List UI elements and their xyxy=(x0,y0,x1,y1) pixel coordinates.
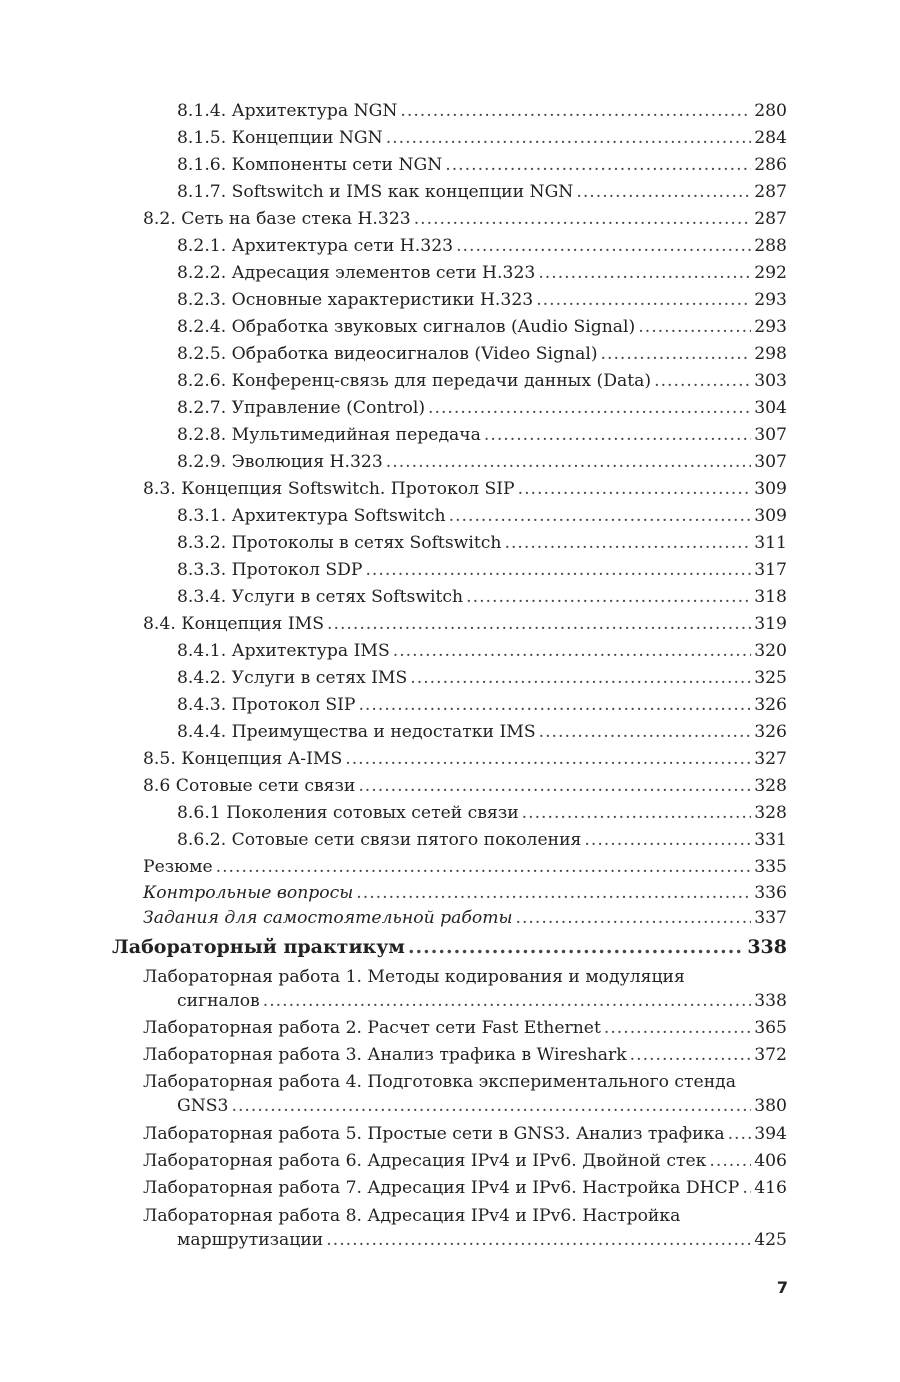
toc-leader-dots xyxy=(504,530,751,557)
toc-entry-page: 337 xyxy=(754,908,787,928)
toc-entry-page: 286 xyxy=(754,155,787,175)
toc-leader-dots xyxy=(538,260,751,287)
toc-entry[interactable] xyxy=(177,179,787,206)
toc-entry-title: 8.2.7. Управление (Control) xyxy=(177,398,426,418)
toc-leader-dots xyxy=(386,449,751,476)
toc-entry-first-line[interactable]: Лабораторная работа 1. Методы кодирования и модуляция xyxy=(143,967,685,987)
toc-leader-dots xyxy=(536,287,751,314)
toc-entry-page: 309 xyxy=(754,479,787,499)
toc-entry-title: 8.4.1. Архитектура IMS xyxy=(177,641,390,661)
toc-leader-dots xyxy=(356,880,751,907)
toc-entry-title: 8.2.5. Обработка видеосигналов (Video Signal) xyxy=(177,344,598,364)
toc-entry-title: GNS3 xyxy=(177,1096,229,1116)
toc-entry[interactable] xyxy=(143,854,787,881)
toc-leader-dots xyxy=(728,1121,752,1148)
toc-leader-dots xyxy=(408,934,744,961)
toc-entry-title: Лабораторная работа 2. Расчет сети Fast Ethernet xyxy=(143,1018,601,1038)
toc-leader-dots xyxy=(539,719,752,746)
toc-entry-first-line[interactable]: Лабораторная работа 4. Подготовка экспериментального стенда xyxy=(143,1072,737,1092)
toc-leader-dots xyxy=(630,1042,752,1069)
toc-leader-dots xyxy=(638,314,751,341)
toc-entry-page: 317 xyxy=(754,560,787,580)
toc-entry-page: 406 xyxy=(754,1151,787,1171)
toc-entry-title: 8.3.2. Протоколы в сетях Softswitch xyxy=(177,533,502,553)
toc-leader-dots xyxy=(709,1148,751,1175)
toc-entry[interactable] xyxy=(143,1148,787,1175)
toc-entry-page: 425 xyxy=(754,1230,787,1250)
toc-entry-page: 331 xyxy=(754,830,787,850)
toc-entry-page: 307 xyxy=(754,452,787,472)
toc-leader-dots xyxy=(358,692,751,719)
toc-entry[interactable] xyxy=(143,773,787,800)
toc-entry[interactable] xyxy=(177,287,787,314)
toc-entry-page: 336 xyxy=(754,883,787,903)
toc-entry-page: 328 xyxy=(754,776,787,796)
toc-entry-first-line[interactable]: Лабораторная работа 8. Адресация IPv4 и IPv6. Настройка xyxy=(143,1206,681,1226)
toc-entry[interactable] xyxy=(177,125,787,152)
toc-entry-title: 8.1.7. Softswitch и IMS как концепции NGN xyxy=(177,182,574,202)
toc-entry-title: 8.4. Концепция IMS xyxy=(143,614,325,634)
toc-entry[interactable] xyxy=(177,557,787,584)
toc-entry-page: 303 xyxy=(754,371,787,391)
toc-entry-title: 8.2.4. Обработка звуковых сигналов (Audio Signal) xyxy=(177,317,636,337)
toc-entry[interactable] xyxy=(143,1121,787,1148)
toc-entry-title: 8.2. Сеть на базе стека H.323 xyxy=(143,209,411,229)
toc-entry[interactable] xyxy=(177,449,787,476)
toc-entry[interactable] xyxy=(177,260,787,287)
toc-entry[interactable] xyxy=(177,98,787,125)
toc-leader-dots xyxy=(742,1175,751,1202)
toc-leader-dots xyxy=(410,665,751,692)
toc-leader-dots xyxy=(604,1015,751,1042)
toc-leader-dots xyxy=(216,854,752,881)
toc-entry-title: Контрольные вопросы xyxy=(143,883,354,903)
toc-entry-page: 307 xyxy=(754,425,787,445)
toc-entry[interactable] xyxy=(177,341,787,368)
toc-leader-dots xyxy=(522,800,752,827)
toc-entry-page: 304 xyxy=(754,398,787,418)
toc-entry-page: 365 xyxy=(754,1018,787,1038)
toc-leader-dots xyxy=(516,905,752,932)
toc-entry-page: 293 xyxy=(754,317,787,337)
toc-entry[interactable] xyxy=(143,476,787,503)
toc-entry-title: 8.6 Сотовые сети связи xyxy=(143,776,356,796)
toc-entry-title: 8.1.5. Концепции NGN xyxy=(177,128,383,148)
toc-entry-page: 287 xyxy=(754,182,787,202)
page-number: 7 xyxy=(776,1278,788,1297)
toc-entry-page: 293 xyxy=(754,290,787,310)
toc-entry-page: 416 xyxy=(754,1178,787,1198)
toc-entry-title: 8.5. Концепция A-IMS xyxy=(143,749,343,769)
toc-entry-title: 8.2.8. Мультимедийная передача xyxy=(177,425,481,445)
toc-entry-title: 8.2.3. Основные характеристики H.323 xyxy=(177,290,534,310)
toc-leader-dots xyxy=(654,368,751,395)
toc-leader-dots xyxy=(358,773,751,800)
toc-entry[interactable] xyxy=(177,530,787,557)
toc-entry-title: 8.2.6. Конференц-связь для передачи данных (Data) xyxy=(177,371,652,391)
toc-entry-title: Лабораторная работа 3. Анализ трафика в Wireshark xyxy=(143,1045,627,1065)
toc-entry-title: 8.3.3. Протокол SDP xyxy=(177,560,363,580)
toc-leader-dots xyxy=(601,341,752,368)
toc-entry[interactable] xyxy=(143,1042,787,1069)
toc-leader-dots xyxy=(326,1227,751,1254)
toc-leader-dots xyxy=(393,638,751,665)
toc-entry-title: Лабораторная работа 6. Адресация IPv4 и IPv6. Двойной стек xyxy=(143,1151,707,1171)
toc-leader-dots xyxy=(386,125,752,152)
toc-entry[interactable] xyxy=(177,692,787,719)
toc-entry[interactable] xyxy=(143,611,787,638)
toc-entry-page: 335 xyxy=(754,857,787,877)
toc-entry[interactable] xyxy=(143,880,787,907)
toc-entry[interactable] xyxy=(143,206,787,233)
toc-leader-dots xyxy=(466,584,751,611)
toc-entry-page: 327 xyxy=(754,749,787,769)
toc-chapter-entry[interactable] xyxy=(112,934,787,961)
toc-entry-title: 8.4.4. Преимущества и недостатки IMS xyxy=(177,722,536,742)
toc-entry-page: 372 xyxy=(754,1045,787,1065)
toc-entry-title: 8.2.2. Адресация элементов сети H.323 xyxy=(177,263,536,283)
toc-entry[interactable] xyxy=(143,905,787,932)
toc-entry[interactable] xyxy=(177,422,787,449)
toc-entry-page: 320 xyxy=(754,641,787,661)
toc-entry-title: 8.2.9. Эволюция H.323 xyxy=(177,452,383,472)
toc-leader-dots xyxy=(445,152,751,179)
toc-entry-page: 394 xyxy=(754,1124,787,1144)
toc-entry-page: 325 xyxy=(754,668,787,688)
toc-entry[interactable] xyxy=(177,233,787,260)
toc-leader-dots xyxy=(428,395,751,422)
toc-entry-title: 8.1.6. Компоненты сети NGN xyxy=(177,155,443,175)
toc-entry-page: 292 xyxy=(754,263,787,283)
toc-entry[interactable] xyxy=(177,584,787,611)
toc-entry[interactable] xyxy=(177,665,787,692)
toc-entry-page: 318 xyxy=(754,587,787,607)
toc-entry[interactable] xyxy=(177,1093,787,1120)
toc-entry-page: 326 xyxy=(754,695,787,715)
toc-entry-page: 287 xyxy=(754,209,787,229)
toc-entry[interactable] xyxy=(177,800,787,827)
toc-leader-dots xyxy=(263,988,751,1015)
toc-entry[interactable] xyxy=(177,314,787,341)
toc-leader-dots xyxy=(576,179,751,206)
toc-entry-page: 338 xyxy=(747,936,787,958)
toc-leader-dots xyxy=(345,746,751,773)
toc-leader-dots xyxy=(414,206,751,233)
toc-entry[interactable] xyxy=(143,746,787,773)
toc-entry-title: Лабораторная работа 7. Адресация IPv4 и IPv6. Настройка DHCP xyxy=(143,1178,740,1198)
toc-entry-page: 288 xyxy=(754,236,787,256)
toc-leader-dots xyxy=(365,557,751,584)
toc-entry-page: 280 xyxy=(754,101,787,121)
toc-entry-page: 326 xyxy=(754,722,787,742)
toc-entry[interactable] xyxy=(177,368,787,395)
toc-entry-title: Резюме xyxy=(143,857,213,877)
toc-entry[interactable] xyxy=(177,638,787,665)
toc-entry[interactable] xyxy=(177,988,787,1015)
toc-entry[interactable] xyxy=(177,1227,787,1254)
toc-entry-page: 319 xyxy=(754,614,787,634)
toc-entry-title: 8.3.1. Архитектура Softswitch xyxy=(177,506,446,526)
toc-entry-page: 284 xyxy=(754,128,787,148)
toc-entry[interactable] xyxy=(177,719,787,746)
toc-leader-dots xyxy=(400,98,751,125)
toc-leader-dots xyxy=(518,476,752,503)
toc-entry-title: 8.3. Концепция Softswitch. Протокол SIP xyxy=(143,479,515,499)
toc-entry-title: 8.1.4. Архитектура NGN xyxy=(177,101,398,121)
toc-entry[interactable] xyxy=(177,827,787,854)
toc-leader-dots xyxy=(449,503,752,530)
toc-entry[interactable] xyxy=(143,1015,787,1042)
toc-entry-title: Лабораторный практикум xyxy=(112,936,405,958)
toc-leader-dots xyxy=(327,611,751,638)
toc-entry-title: сигналов xyxy=(177,991,260,1011)
toc-entry-title: Задания для самостоятельной работы xyxy=(143,908,513,928)
toc-entry-page: 311 xyxy=(754,533,787,553)
toc-entry-title: маршрутизации xyxy=(177,1230,324,1250)
toc-entry[interactable] xyxy=(177,503,787,530)
toc-entry-title: 8.3.4. Услуги в сетях Softswitch xyxy=(177,587,464,607)
toc-leader-dots xyxy=(484,422,751,449)
toc-entry-title: 8.4.2. Услуги в сетях IMS xyxy=(177,668,408,688)
toc-entry-title: 8.6.2. Сотовые сети связи пятого поколения xyxy=(177,830,582,850)
toc-entry-page: 328 xyxy=(754,803,787,823)
toc-entry-page: 298 xyxy=(754,344,787,364)
toc-entry[interactable] xyxy=(177,152,787,179)
toc-entry[interactable] xyxy=(177,395,787,422)
toc-entry-page: 380 xyxy=(754,1096,787,1116)
toc-entry-title: 8.6.1 Поколения сотовых сетей связи xyxy=(177,803,519,823)
toc-leader-dots xyxy=(456,233,751,260)
toc-entry-page: 338 xyxy=(754,991,787,1011)
toc-leader-dots xyxy=(584,827,751,854)
toc-entry-title: 8.4.3. Протокол SIP xyxy=(177,695,356,715)
toc-entry-title: 8.2.1. Архитектура сети H.323 xyxy=(177,236,454,256)
toc-leader-dots xyxy=(231,1093,751,1120)
toc-entry-title: Лабораторная работа 5. Простые сети в GNS3. Анализ трафика xyxy=(143,1124,725,1144)
toc-entry-page: 309 xyxy=(754,506,787,526)
toc-entry[interactable] xyxy=(143,1175,787,1202)
